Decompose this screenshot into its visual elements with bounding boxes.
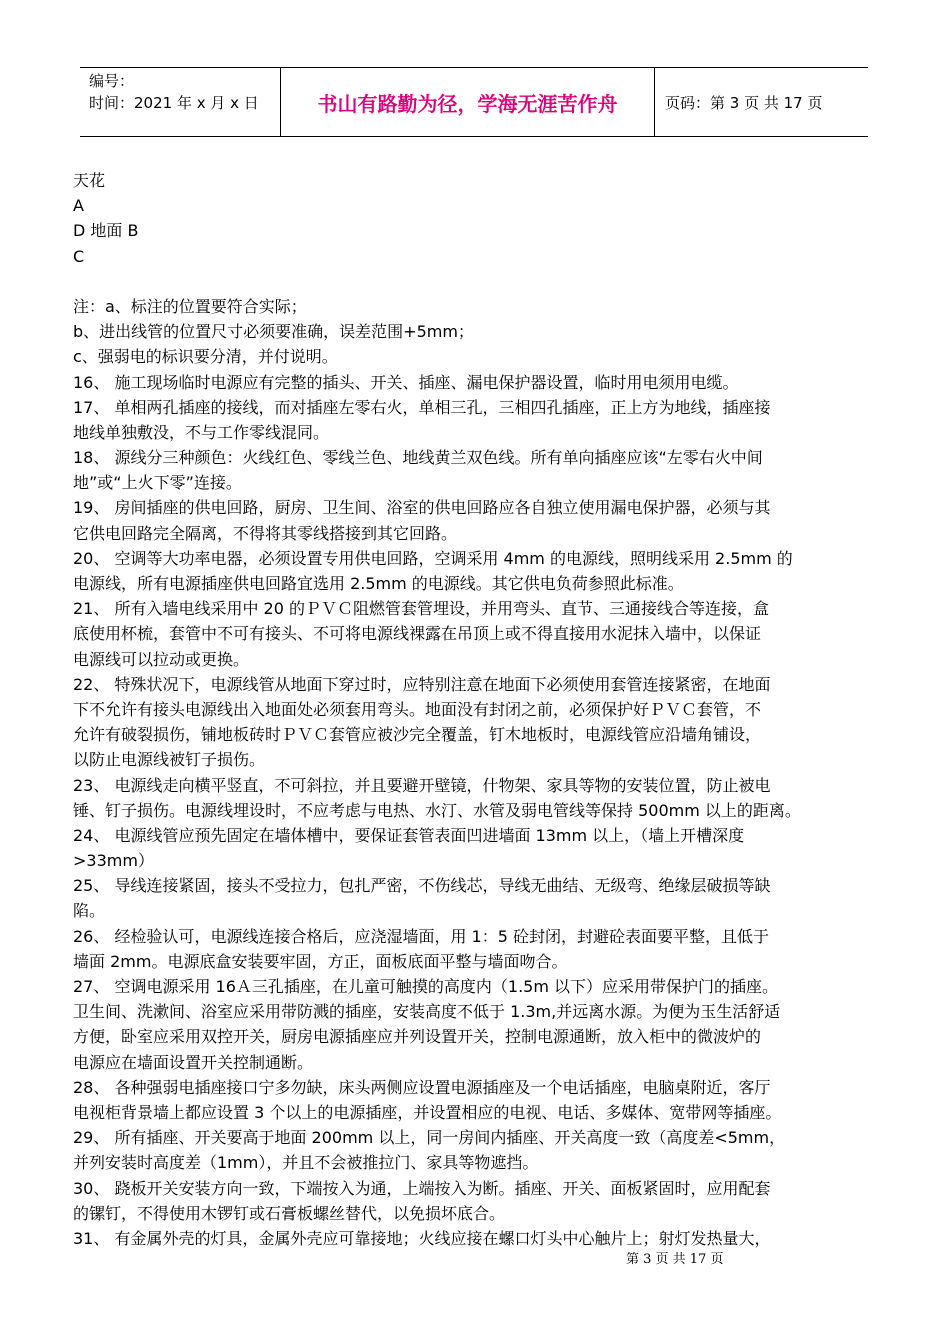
body-line: 天花 [73, 171, 106, 190]
body-line: 它供电回路完全隔离，不得将其零线搭接到其它回路。 [73, 523, 458, 543]
document-time-label: 时间：2021 年 x 月 x 日 [89, 94, 259, 112]
body-line: 17、 单相两孔插座的接线，而对插座左零右火，单相三孔，三相四孔插座，正上方为地线，插座接 [73, 397, 771, 417]
body-line: 20、 空调等大功率电器，必须设置专用供电回路，空调采用 4mm 的电源线，照明线采用 2.5mm 的 [73, 548, 793, 568]
header-page-label: 页码：第 3 页 共 17 页 [665, 93, 823, 112]
body-line: 墙面 2mm。电源底盒安装要牢固，方正，面板底面平整与墙面吻合。 [73, 951, 568, 971]
body-line: 26、 经检验认可，电源线连接合格后，应浇湿墙面，用 1：5 砼封闭，封避砼表面要平整，且低于 [73, 926, 769, 946]
page-footer: 第 3 页 共 17 页 [626, 1252, 724, 1267]
body-line: 电源应在墙面设置开关控制通断。 [73, 1052, 314, 1072]
body-line: C [73, 246, 85, 266]
header-meta [80, 68, 281, 136]
body-line: 方便，卧室应采用双控开关，厨房电源插座应并列设置开关，控制电源通断，放入柜中的微波炉的 [73, 1027, 762, 1047]
body-line: >33mm） [73, 851, 154, 871]
body-line: 地线单独敷没，不与工作零线混同。 [73, 422, 330, 442]
body-line: A [73, 196, 84, 216]
body-line: 锤、钉子损伤。电源线埋设时，不应考虑与电热、水汀、水管及弱电管线等保持 500mm 以上的距离。 [73, 800, 801, 820]
body-line: 下不允许有接头电源线出入地面处必须套用弯头。地面没有封闭之前，必须保护好ＰＶＣ套管，不 [73, 699, 762, 719]
body-line: 并列安装时高度差（1mm），并且不会被推拉门、家具等物遮挡。 [73, 1153, 539, 1173]
body-line: 22、 特殊状况下，电源线管从地面下穿过时，应特别注意在地面下必须使用套管连接紧密，在地面 [73, 674, 771, 694]
body-line: 16、 施工现场临时电源应有完整的插头、开关、插座、漏电保护器设置，临时用电须用电缆。 [73, 372, 739, 392]
body-line: 地”或“上火下零”连接。 [73, 473, 242, 493]
blank-line [73, 269, 883, 294]
body-line: 27、 空调电源采用 16Ａ三孔插座，在儿童可触摸的高度内（1.5m 以下）应采用带保护门的插座。 [73, 977, 779, 996]
document-number-label: 编号： [89, 72, 135, 90]
body-line: 的镙钉，不得使用木锣钉或石膏板螺丝替代，以免损坏底合。 [73, 1203, 506, 1223]
body-line: D 地面 B [73, 221, 139, 241]
header-motto: 书山有路勤为径，学海无涯苦作舟 [281, 68, 655, 136]
body-line: b、进出线管的位置尺寸必须要准确，误差范围+5mm； [73, 322, 474, 342]
body-line: 注：a、标注的位置要符合实际； [73, 296, 307, 316]
body-line: 允许有破裂损伤，铺地板砖时ＰＶＣ套管应被沙完全覆盖，钉木地板时，电源线管应沿墙角铺设， [73, 725, 762, 745]
body-line: 18、 源线分三种颜色：火线红色、零线兰色、地线黄兰双色线。所有单向插座应该“左零右火中间 [73, 448, 763, 468]
body-line: 28、 各种强弱电插座接口宁多勿缺，床头两侧应设置电源插座及一个电话插座，电脑桌附近，客厅 [73, 1077, 771, 1097]
body-line: 底使用杯梳，套管中不可有接头、不可将电源线裸露在吊顶上或不得直接用水泥抹入墙中，以保证 [73, 624, 762, 644]
body-line: 23、 电源线走向横平竖直，不可斜拉，并且要避开壁镜，什物架、家具等物的安装位置，防止被电 [73, 775, 771, 795]
body-line: 电源线可以拉动或更换。 [73, 649, 250, 669]
body-line: 25、 导线连接紧固，接头不受拉力，包扎严密，不伤线芯，导线无曲结、无级弯、绝缘层破损等缺 [73, 876, 771, 896]
body-line: 30、 跷板开关安装方向一致，下端按入为通，上端按入为断。插座、开关、面板紧固时，应用配套 [73, 1178, 771, 1198]
body-line: 24、 电源线管应预先固定在墙体槽中，要保证套管表面凹进墙面 13mm 以上，（墙上开槽深度 [73, 825, 745, 845]
body-line: 19、 房间插座的供电回路，厨房、卫生间、浴室的供电回路应各自独立使用漏电保护器，必须与其 [73, 498, 771, 518]
body-line: 21、 所有入墙电线采用中 20 的ＰＶＣ阻燃管套管埋设，并用弯头、直节、三通接线合等连接，盒 [73, 599, 769, 619]
body-line: 卫生间、洗漱间、浴室应采用带防溅的插座，安装高度不低于 1.3m,并远离水源。为便为玉生活舒适 [73, 1002, 781, 1022]
page-header [80, 67, 868, 137]
body-line: 31、 有金属外壳的灯具，金属外壳应可靠接地；火线应接在螺口灯头中心触片上；射灯发热量大， [73, 1228, 771, 1248]
body-line: c、强弱电的标识要分清，并付说明。 [73, 347, 338, 367]
body-line: 以防止电源线被钉子损伤。 [73, 750, 266, 770]
document-body [73, 168, 883, 1251]
body-line: 29、 所有插座、开关要高于地面 200mm 以上，同一房间内插座、开关高度一致（高度差<5mm， [73, 1128, 786, 1148]
body-line: 电视柜背景墙上都应设置 3 个以上的电源插座，并设置相应的电视、电话、多媒体、宽带网等插座。 [73, 1102, 782, 1122]
body-line: 陷。 [73, 901, 106, 921]
body-line: 电源线，所有电源插座供电回路宜选用 2.5mm 的电源线。其它供电负荷参照此标准。 [73, 574, 684, 593]
